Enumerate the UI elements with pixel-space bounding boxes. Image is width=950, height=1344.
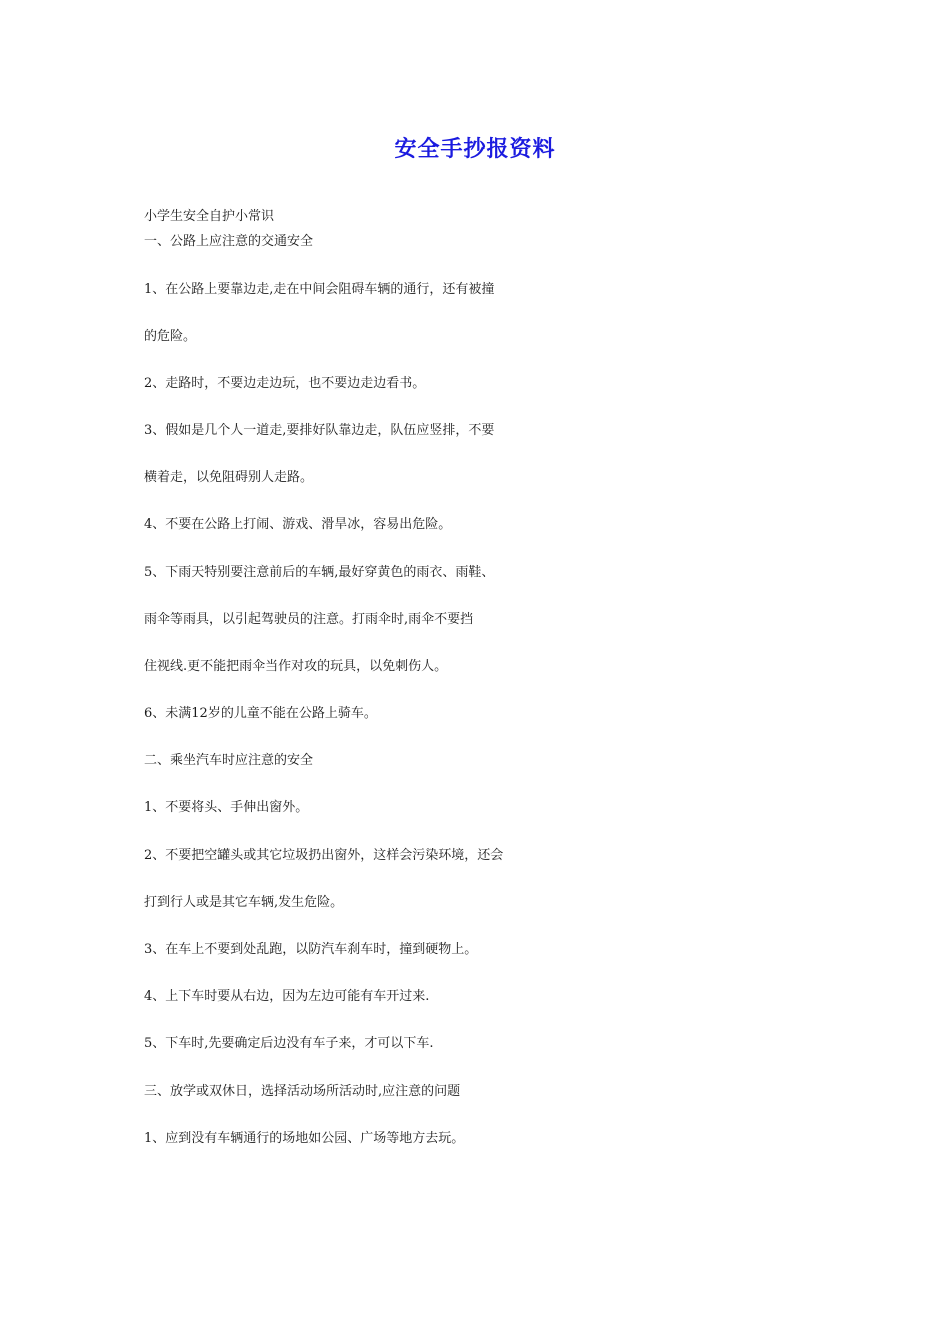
section-heading-1: 一、公路上应注意的交通安全 (144, 234, 314, 249)
paragraph-line: 的危险。 (144, 329, 197, 344)
paragraph-line: 2、不要把空罐头或其它垃圾扔出窗外，这样会污染环境，还会 (144, 848, 504, 863)
paragraph-line: 5、下车时,先要确定后边没有车子来，才可以下车. (144, 1036, 434, 1051)
paragraph-line: 6、未满12岁的儿童不能在公路上骑车。 (144, 706, 377, 721)
paragraph-line: 3、假如是几个人一道走,要排好队靠边走，队伍应竖排，不要 (144, 423, 495, 438)
paragraph-line: 打到行人或是其它车辆,发生危险。 (144, 895, 344, 910)
paragraph-line: 横着走，以免阻碍别人走路。 (144, 470, 314, 485)
paragraph-line: 3、在车上不要到处乱跑，以防汽车刹车时，撞到硬物上。 (144, 942, 478, 957)
paragraph-line: 2、走路时，不要边走边玩，也不要边走边看书。 (144, 376, 426, 391)
paragraph-line: 4、不要在公路上打闹、游戏、滑旱冰，容易出危险。 (144, 517, 452, 532)
section-heading-3: 三、放学或双休日，选择活动场所活动时,应注意的问题 (144, 1084, 461, 1099)
paragraph-line: 4、上下车时要从右边，因为左边可能有车开过来. (144, 989, 430, 1004)
paragraph-line: 住视线.更不能把雨伞当作对攻的玩具，以免刺伤人。 (144, 659, 448, 674)
document-title: 安全手抄报资料 (394, 136, 556, 162)
section-heading-2: 二、乘坐汽车时应注意的安全 (144, 753, 314, 768)
paragraph-line: 1、不要将头、手伸出窗外。 (144, 800, 309, 815)
paragraph-line: 1、在公路上要靠边走,走在中间会阻碍车辆的通行，还有被撞 (144, 282, 495, 297)
paragraph-line: 雨伞等雨具，以引起驾驶员的注意。打雨伞时,雨伞不要挡 (144, 612, 474, 627)
paragraph-line: 1、应到没有车辆通行的场地如公园、广场等地方去玩。 (144, 1131, 465, 1146)
subtitle: 小学生安全自护小常识 (144, 209, 275, 224)
paragraph-line: 5、下雨天特别要注意前后的车辆,最好穿黄色的雨衣、雨鞋、 (144, 565, 495, 580)
